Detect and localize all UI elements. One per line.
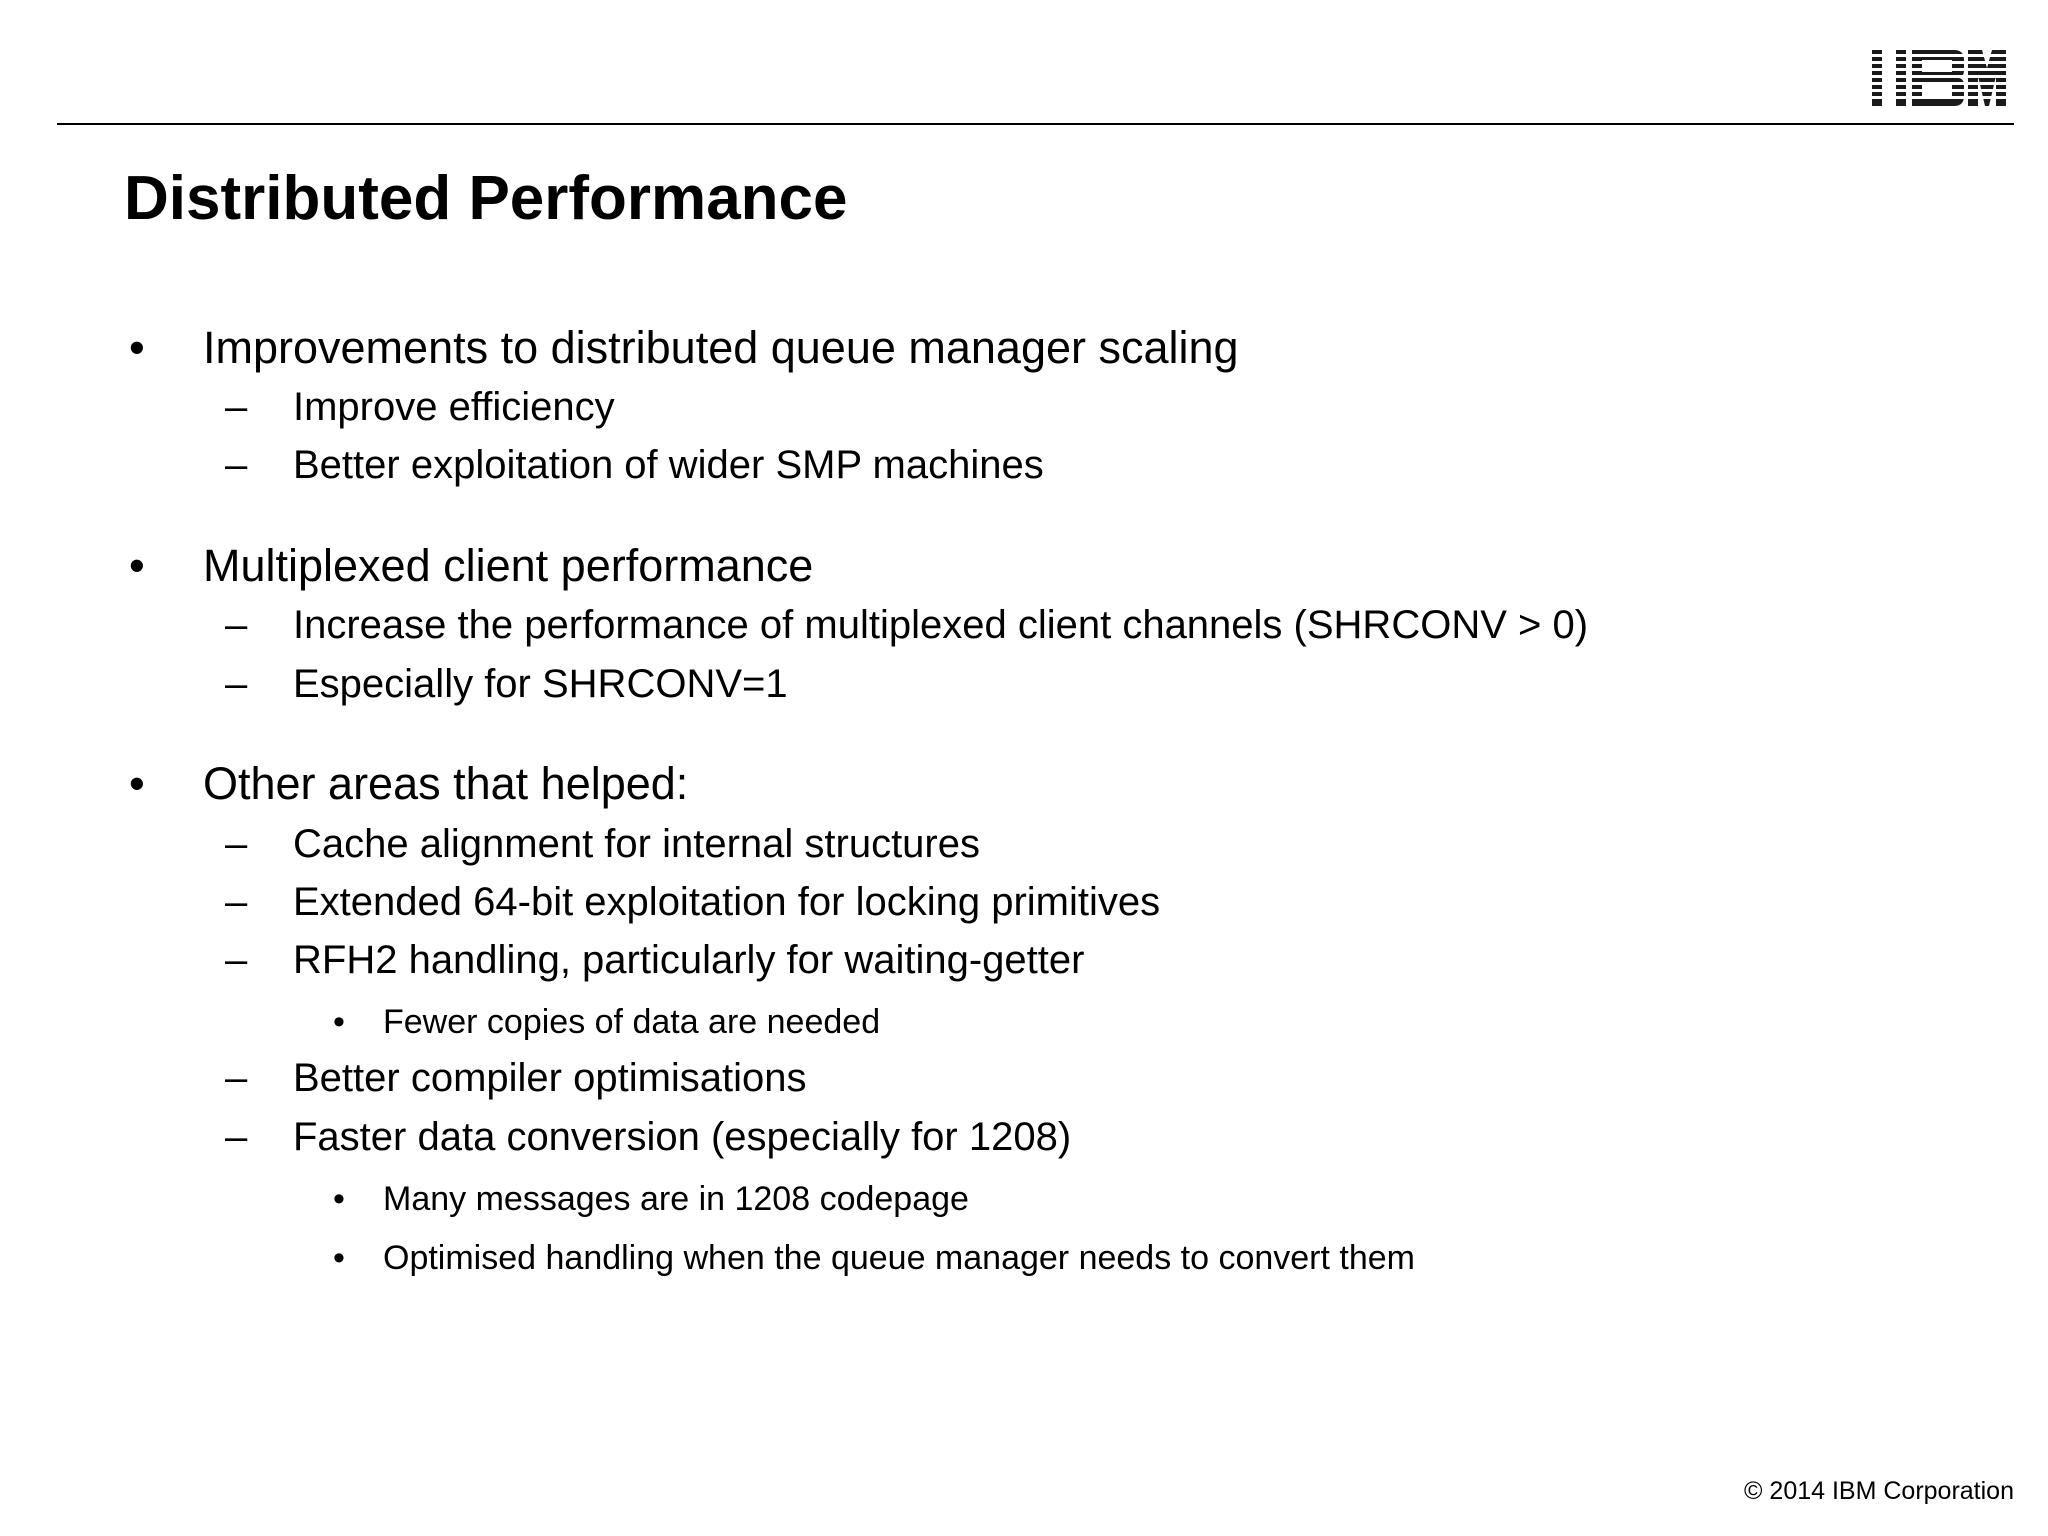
sub-bullet-text: Improve efficiency (293, 385, 615, 429)
bullet-marker: • (129, 540, 145, 591)
sub-bullet-text: Faster data conversion (especially for 1208) (293, 1115, 1072, 1159)
sub-bullet-text: Increase the performance of multiplexed client channels (SHRCONV > 0) (293, 603, 1589, 647)
bullet-text: Other areas that helped: (203, 758, 689, 809)
sub-bullet-text: Better compiler optimisations (293, 1056, 807, 1100)
dash-marker: – (225, 603, 248, 647)
sub-bullet-text: Especially for SHRCONV=1 (293, 662, 788, 706)
sub-bullet-text: Extended 64-bit exploitation for locking primitives (293, 880, 1161, 924)
sub-bullet-item (225, 441, 1044, 489)
sub-bullet-text: RFH2 handling, particularly for waiting-getter (293, 938, 1085, 982)
dash-marker: – (225, 662, 248, 706)
sub-bullet-item (225, 660, 788, 708)
slide-title: Distributed Performance (124, 164, 848, 233)
sub-bullet-item (225, 936, 1085, 984)
sub-sub-bullet-text: Many messages are in 1208 codepage (383, 1180, 969, 1218)
dash-marker: – (225, 385, 248, 429)
sub-bullet-item (225, 820, 980, 868)
bullet-marker: • (129, 758, 145, 809)
sub-bullet-text: Cache alignment for internal structures (293, 822, 980, 866)
bullet-item (129, 321, 1239, 375)
sub-sub-bullet-text: Fewer copies of data are needed (383, 1003, 881, 1041)
sub-sub-bullet-item (333, 1237, 1415, 1279)
dash-marker: – (225, 938, 248, 982)
small-bullet-marker: • (333, 1239, 345, 1277)
bullet-marker: • (129, 322, 145, 373)
dash-marker: – (225, 1056, 248, 1100)
sub-bullet-text: Better exploitation of wider SMP machines (293, 443, 1044, 487)
sub-bullet-item (225, 1054, 807, 1102)
dash-marker: – (225, 880, 248, 924)
bullet-text: Multiplexed client performance (203, 540, 814, 591)
sub-sub-bullet-item (333, 1178, 969, 1220)
small-bullet-marker: • (333, 1003, 345, 1041)
small-bullet-marker: • (333, 1180, 345, 1218)
bullet-item (129, 757, 689, 811)
bullet-text: Improvements to distributed queue manager scaling (203, 322, 1239, 373)
dash-marker: – (225, 1115, 248, 1159)
sub-bullet-item (225, 878, 1161, 926)
dash-marker: – (225, 443, 248, 487)
copyright-footer: © 2014 IBM Corporation (1744, 1477, 2014, 1505)
sub-sub-bullet-item (333, 1001, 881, 1043)
bullet-item (129, 539, 814, 593)
sub-sub-bullet-text: Optimised handling when the queue manager needs to convert them (383, 1239, 1415, 1277)
sub-bullet-item (225, 601, 1589, 649)
sub-bullet-item (225, 1113, 1072, 1161)
dash-marker: – (225, 822, 248, 866)
sub-bullet-item (225, 383, 615, 431)
